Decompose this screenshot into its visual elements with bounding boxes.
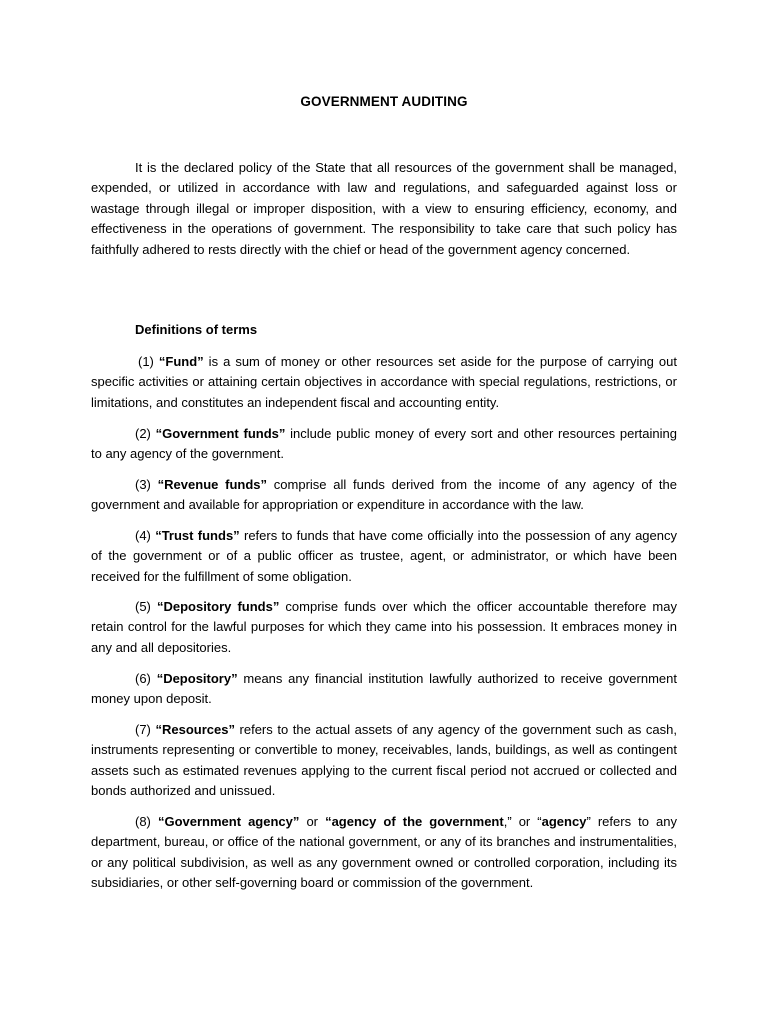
definition-term-alt: agency <box>541 814 587 829</box>
document-title: GOVERNMENT AUDITING <box>300 94 468 109</box>
definition-term: “Government agency” <box>157 814 300 829</box>
definition-text: ” refers to any department, bureau, or office of the national government, or any of its branches and instrumentalities, or any political subdivision, as well as any government owned or controlled corporation, including its subsidiaries, or other self-governing board or commission of the government. <box>91 814 677 891</box>
definition-term: “Revenue funds” <box>157 477 268 492</box>
definition-text: comprise funds over which the officer accountable therefore may retain control for the lawful purposes for which they came into his possession. It embraces money in any and all depositories. <box>91 599 677 655</box>
definition-term: “Resources” <box>155 722 235 737</box>
definition-number: (3) <box>135 477 151 492</box>
definition-item <box>91 352 677 413</box>
definition-number: (7) <box>135 722 151 737</box>
definition-item <box>91 812 677 894</box>
definition-connector: or <box>299 814 326 829</box>
definition-text: refers to the actual assets of any agency of the government such as cash, instruments representing or convertible to money, receivables, lands, buildings, as well as contingent assets such as estimated revenues applying to the current fiscal period not accrued or collected and bonds authorized and unissued. <box>91 722 677 799</box>
definition-item <box>91 720 677 802</box>
definition-term: “Fund” <box>158 354 204 369</box>
definition-text: comprise all funds derived from the income of any agency of the government and available for appropriation or expenditure in accordance with the law. <box>91 477 678 513</box>
definition-item <box>91 526 677 587</box>
definition-number: (5) <box>135 599 151 614</box>
definition-number: (6) <box>135 671 151 686</box>
definition-number: (2) <box>135 426 151 441</box>
definition-term: “Depository” <box>156 671 238 686</box>
definition-item <box>91 669 677 710</box>
definition-number: (8) <box>135 814 151 829</box>
definition-item <box>91 475 677 516</box>
definition-term: “Trust funds” <box>155 528 240 543</box>
intro-paragraph: It is the declared policy of the State that all resources of the government shall be managed, expended, or utilized in accordance with law and regulations, and safeguarded against loss or wastage through illegal or improper disposition, with a view to ensuring efficiency, economy, and effectiveness in the operations of government. The responsibility to take care that such policy has faithfully adhered to rests directly with the chief or head of the government agency concerned. <box>91 160 677 257</box>
definition-term: “Government funds” <box>155 426 286 441</box>
definition-text: is a sum of money or other resources set aside for the purpose of carrying out specific activities or attaining certain objectives in accordance with special regulations, restrictions, or limitations, and constitutes an independent fiscal and accounting entity. <box>91 354 677 410</box>
definition-term: “Depository funds” <box>156 599 280 614</box>
definition-text: refers to funds that have come officially into the possession of any agency of the government or of a public officer as trustee, agent, or administrator, or which have been received for the fulfillment of some obligation. <box>91 528 677 584</box>
definition-connector: ,” or “ <box>503 814 542 829</box>
definition-text: include public money of every sort and other resources pertaining to any agency of the government. <box>91 426 677 462</box>
definition-number: (1) <box>138 354 154 369</box>
definition-number: (4) <box>135 528 151 543</box>
definition-text: means any financial institution lawfully authorized to receive government money upon deposit. <box>91 671 677 707</box>
definitions-heading: Definitions of terms <box>135 322 258 337</box>
definition-item <box>91 597 677 658</box>
definition-term-alt: “agency of the government <box>325 814 504 829</box>
definition-item <box>91 424 677 465</box>
